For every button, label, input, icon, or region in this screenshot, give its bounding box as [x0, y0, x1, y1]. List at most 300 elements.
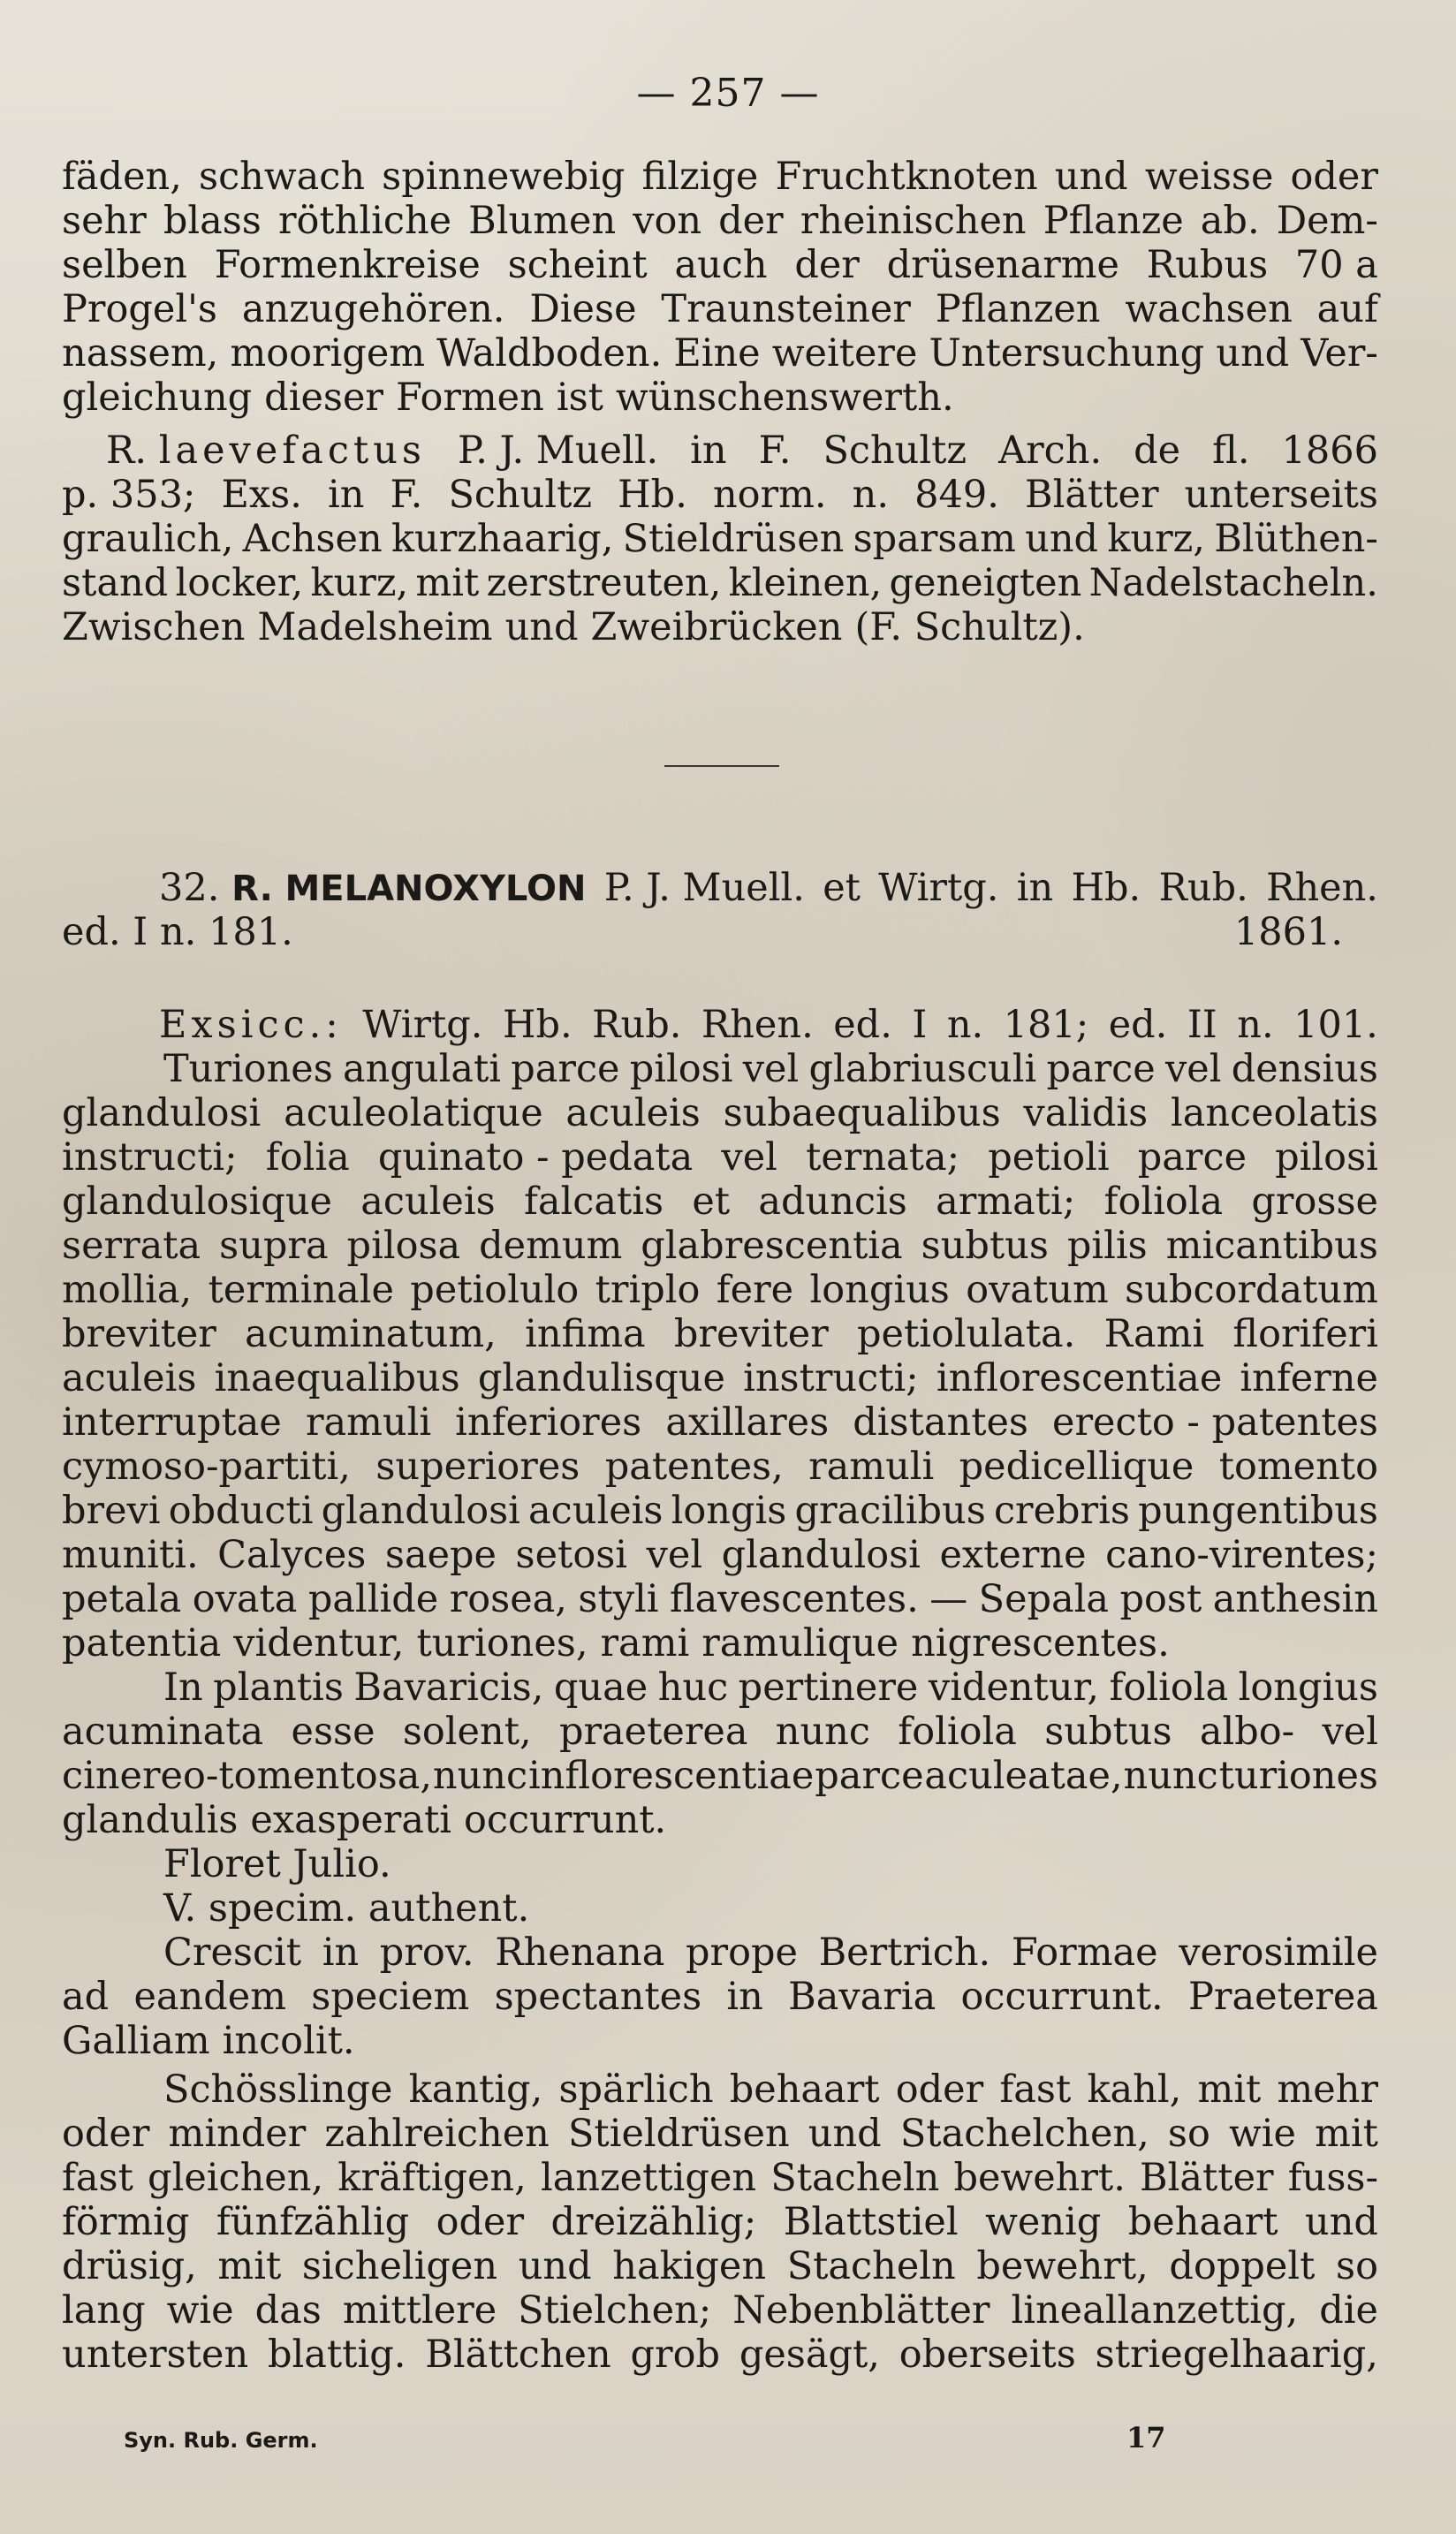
word: Schösslinge — [163, 2067, 393, 2112]
word: gleichen, — [148, 2156, 324, 2200]
word: brevi — [62, 1489, 161, 1533]
word: occurrunt. — [464, 1798, 667, 1842]
word: auf — [1316, 287, 1378, 331]
text-line — [62, 517, 1378, 561]
word: oder — [62, 2112, 150, 2156]
word: pilis — [1066, 1224, 1148, 1268]
word: röthliche — [277, 199, 452, 243]
word: instructi; — [62, 1135, 238, 1180]
word: petiolulata. — [857, 1312, 1076, 1356]
word: breviter — [62, 1312, 216, 1356]
word: ist — [556, 376, 603, 420]
word: validis — [1023, 1091, 1149, 1135]
laevefactus-entry — [62, 429, 1378, 649]
word: zahlreichen — [324, 2112, 550, 2156]
word: Schultz — [448, 473, 593, 517]
word: Stacheln — [770, 2156, 940, 2200]
word: aduncis — [758, 1180, 907, 1224]
word: Fruchtknoten — [775, 155, 1038, 199]
text-line — [62, 1180, 1378, 1224]
word: von — [633, 199, 702, 243]
text-line — [62, 1975, 1378, 2019]
word: inferne — [1240, 1356, 1378, 1400]
text-line — [62, 1621, 1378, 1665]
exsiccata-word: Rub. — [592, 1003, 682, 1047]
specimen-text: V. specim. authent. — [163, 1886, 530, 1931]
text-line — [62, 1489, 1378, 1533]
word: petioli — [988, 1135, 1110, 1180]
word: scheint — [507, 243, 648, 287]
word: so — [1336, 2244, 1378, 2288]
species-genus: R. — [231, 869, 273, 909]
text-line — [62, 1754, 1378, 1798]
word: lineallanzettig, — [1011, 2288, 1299, 2333]
word: stand — [62, 561, 169, 605]
word: terminale — [208, 1268, 394, 1312]
word: pilosi — [1275, 1135, 1378, 1180]
word: longius — [809, 1268, 950, 1312]
word: Bertrich. — [818, 1931, 991, 1975]
species-heading — [62, 866, 1378, 954]
word: patentes, — [604, 1445, 784, 1489]
word: ovatum — [966, 1268, 1109, 1312]
word: wachsen — [1125, 287, 1293, 331]
word: pungentibus — [1138, 1489, 1378, 1533]
word: oder — [895, 2067, 984, 2112]
word: fuss- — [1287, 2156, 1378, 2200]
word: prope — [686, 1931, 798, 1975]
exsiccata-word: I — [912, 1003, 928, 1047]
text-line — [62, 1356, 1378, 1400]
word: Traunsteiner — [661, 287, 911, 331]
word: vel — [646, 1533, 703, 1577]
word: glandulis — [62, 1798, 239, 1842]
word: Sepala — [978, 1577, 1110, 1621]
word: Bavaria — [788, 1975, 937, 2019]
word: setosi — [515, 1533, 628, 1577]
exsiccata-word: Hb. — [502, 1003, 573, 1047]
word: Rhenana — [495, 1931, 665, 1975]
word: mit — [415, 561, 480, 605]
word: in — [322, 1931, 360, 1975]
word: und — [808, 2112, 882, 2156]
word: aculeolatique — [284, 1091, 543, 1135]
word: densius — [1231, 1047, 1378, 1091]
laevefactus-ref-1: P. J. Muell. — [457, 429, 659, 473]
word: Blätter — [1140, 2156, 1274, 2200]
word: Rami — [1103, 1312, 1205, 1356]
word: Waldboden. — [436, 331, 663, 376]
word: praeterea — [558, 1710, 748, 1754]
word: acuminatum, — [245, 1312, 497, 1356]
text-line — [62, 2244, 1378, 2288]
word: und — [1216, 331, 1290, 376]
word: pertinere — [738, 1665, 919, 1710]
word: Formae — [1011, 1931, 1158, 1975]
word: turiones, — [416, 1621, 588, 1665]
laevefactus-ref-8: 1866 — [1281, 429, 1378, 473]
word: demum — [479, 1224, 623, 1268]
word: serrata — [62, 1224, 201, 1268]
exsiccata-word: ed. — [833, 1003, 892, 1047]
word: Stacheln — [786, 2244, 956, 2288]
word: ad — [62, 1975, 110, 2019]
sheet-number: 17 — [1126, 2421, 1166, 2454]
word: Achsen — [242, 517, 383, 561]
word: sehr — [62, 199, 147, 243]
word: distantes — [853, 1400, 1028, 1445]
sheet-signature: Syn. Rub. Germ. — [124, 2428, 318, 2453]
word: in — [328, 473, 365, 517]
exsiccata-word: Rhen. — [701, 1003, 814, 1047]
word: und — [1305, 2200, 1378, 2244]
word: wenig — [985, 2200, 1102, 2244]
word: subtus — [921, 1224, 1049, 1268]
laevefactus-ref-7: fl. — [1212, 429, 1250, 473]
word: Turiones — [163, 1047, 333, 1091]
word: glandulosique — [62, 1180, 332, 1224]
word: parce — [511, 1047, 620, 1091]
word: dreizählig; — [550, 2200, 757, 2244]
word: solent, — [402, 1710, 532, 1754]
species-heading-line-2 — [62, 910, 1378, 954]
word: pallide — [307, 1577, 439, 1621]
word: triplo — [595, 1268, 701, 1312]
word: inferiores — [455, 1400, 642, 1445]
word: wie — [166, 2288, 234, 2333]
word: videntur, — [928, 1665, 1100, 1710]
text-line — [62, 561, 1378, 605]
word: blattig. — [267, 2333, 406, 2377]
specimen-line — [62, 1886, 1378, 1931]
word: armati; — [936, 1180, 1076, 1224]
word: saepe — [384, 1533, 497, 1577]
laevefactus-ref-4: Schultz — [823, 429, 967, 473]
exsiccata-word: 181; — [1003, 1003, 1089, 1047]
exsiccata-word: n. — [946, 1003, 984, 1047]
word: acuminata — [62, 1710, 264, 1754]
text-line — [62, 1798, 1378, 1842]
word: Hb. — [618, 473, 687, 517]
german-description — [62, 2067, 1378, 2377]
word: parce — [815, 1754, 924, 1798]
word: anzugehören. — [241, 287, 505, 331]
word: petiolulo — [410, 1268, 580, 1312]
word: ab. — [1200, 199, 1260, 243]
word: oberseits — [899, 2333, 1076, 2377]
word: und — [1025, 517, 1099, 561]
word: Stieldrüsen — [567, 2112, 790, 2156]
word: subtus — [1044, 1710, 1172, 1754]
text-line — [62, 2112, 1378, 2156]
word: albo- — [1199, 1710, 1295, 1754]
word: gesägt, — [739, 2333, 880, 2377]
word: aculeis — [360, 1180, 496, 1224]
word: p. 353; — [62, 473, 196, 517]
word: fünfzählig — [216, 2200, 410, 2244]
word: supra — [219, 1224, 329, 1268]
word: glandulosi — [721, 1533, 921, 1577]
word: grosse — [1251, 1180, 1378, 1224]
word: oder — [1290, 155, 1378, 199]
word: spinnewebig — [382, 155, 626, 199]
text-line — [62, 1268, 1378, 1312]
word: pilosi — [629, 1047, 733, 1091]
word: (F. Schultz). — [854, 605, 1085, 649]
text-line — [62, 1577, 1378, 1621]
word: fast — [62, 2156, 133, 2200]
word: angulati — [343, 1047, 501, 1091]
word: pilosa — [346, 1224, 461, 1268]
word: mollia, — [62, 1268, 193, 1312]
word: mit — [217, 2244, 282, 2288]
species-year: 1861. — [1233, 910, 1343, 954]
word: kurz, — [310, 561, 409, 605]
laevefactus-ref-6: de — [1134, 429, 1181, 473]
word: n. — [852, 473, 890, 517]
word: inaequalibus — [214, 1356, 460, 1400]
word: wie — [1228, 2112, 1296, 2156]
word: Exs. — [221, 473, 302, 517]
laevefactus-genus: R. — [106, 429, 148, 473]
word: instructi; — [743, 1356, 919, 1400]
word: longis — [671, 1489, 787, 1533]
exsiccata-line — [62, 1003, 1378, 1047]
word: aculeatae, — [924, 1754, 1123, 1798]
word: inflorescentiae — [936, 1356, 1223, 1400]
word: minder — [168, 2112, 307, 2156]
word: et — [692, 1180, 731, 1224]
word: ramuli — [808, 1445, 935, 1489]
laevefactus-ref-5: Arch. — [998, 429, 1103, 473]
word: petala — [62, 1577, 182, 1621]
floret-text: Floret Julio. — [163, 1842, 391, 1886]
word: vel — [721, 1135, 777, 1180]
word: aculeis — [528, 1489, 664, 1533]
word: weisse — [1144, 155, 1274, 199]
word: Ver- — [1301, 331, 1378, 376]
species-ref-word: Wirtg. — [878, 866, 999, 910]
word: cymoso-partiti, — [62, 1445, 351, 1489]
word: cano-virentes; — [1105, 1533, 1378, 1577]
word: Pflanze — [1043, 199, 1184, 243]
word: die — [1319, 2288, 1378, 2333]
word: behaart — [1127, 2200, 1278, 2244]
word: spärlich — [558, 2067, 714, 2112]
word: longius — [1238, 1665, 1378, 1710]
species-ref-word: in — [1016, 866, 1054, 910]
text-line — [62, 1135, 1378, 1180]
distribution-paragraph — [62, 1931, 1378, 2063]
word: Praeterea — [1187, 1975, 1378, 2019]
word: Diese — [529, 287, 637, 331]
word: striegelhaarig, — [1095, 2333, 1378, 2377]
word: Pflanzen — [935, 287, 1101, 331]
bavaria-paragraph — [62, 1665, 1378, 1842]
word: pedicellique — [959, 1445, 1194, 1489]
word: lang — [62, 2288, 146, 2333]
word: gracilibus — [794, 1489, 986, 1533]
word: dieser — [264, 376, 383, 420]
word: vel — [1322, 1710, 1378, 1754]
word: sparsam — [853, 517, 1016, 561]
word: fere — [716, 1268, 794, 1312]
laevefactus-heading-line — [62, 429, 1378, 473]
word: Stielchen; — [518, 2288, 712, 2333]
word: Stachelchen, — [899, 2112, 1149, 2156]
word: glabriusculi — [808, 1047, 1037, 1091]
text-line — [62, 1091, 1378, 1135]
word: Formen — [395, 376, 544, 420]
word: Madelsheim — [257, 605, 493, 649]
word: moorigem — [230, 331, 426, 376]
text-line — [62, 199, 1378, 243]
word: breviter — [673, 1312, 829, 1356]
species-number: 32. — [159, 866, 220, 910]
word: erecto - patentes — [1052, 1400, 1378, 1445]
word: Zweibrücken — [590, 605, 843, 649]
word: das — [254, 2288, 322, 2333]
word: drüsig, — [62, 2244, 197, 2288]
word: fast — [999, 2067, 1072, 2112]
word: norm. — [712, 473, 827, 517]
word: Blattstiel — [783, 2200, 959, 2244]
text-line — [62, 155, 1378, 199]
word: flavescentes. — [669, 1577, 919, 1621]
exsiccata-word: n. — [1237, 1003, 1274, 1047]
word: quinato - pedata — [377, 1135, 694, 1180]
text-line — [62, 376, 1378, 420]
word: Untersuchung — [929, 331, 1205, 376]
word: interruptae — [62, 1400, 282, 1445]
species-heading-line-1 — [62, 866, 1378, 910]
text-line — [62, 1312, 1378, 1356]
text-line — [62, 2333, 1378, 2377]
word: spectantes — [494, 1975, 702, 2019]
laevefactus-body — [62, 473, 1378, 649]
word: inflorescentiae — [527, 1754, 815, 1798]
word: Calyces — [217, 1533, 367, 1577]
word: zerstreuten, — [486, 561, 722, 605]
word: nunc — [775, 1710, 870, 1754]
word: oder — [436, 2200, 525, 2244]
word: anthesin — [1212, 1577, 1378, 1621]
word: sicheligen — [301, 2244, 498, 2288]
text-line — [62, 1224, 1378, 1268]
word: occurrunt. — [960, 1975, 1164, 2019]
text-line — [62, 2067, 1378, 2112]
word: ramulique — [701, 1621, 899, 1665]
word: vel — [1164, 1047, 1222, 1091]
word: incolit. — [222, 2019, 355, 2063]
word: kahl, — [1087, 2067, 1182, 2112]
word: infima — [525, 1312, 646, 1356]
word: lanzettigen — [540, 2156, 757, 2200]
word: mehr — [1277, 2067, 1378, 2112]
word: plantis — [213, 1665, 344, 1710]
word: rosea, — [449, 1577, 567, 1621]
word: lanceolatis — [1170, 1091, 1378, 1135]
word: mittlere — [342, 2288, 497, 2333]
word: behaart — [729, 2067, 880, 2112]
text-line — [62, 605, 1378, 649]
laevefactus-ref-2: in — [690, 429, 727, 473]
word: so — [1167, 2112, 1210, 2156]
exsiccata-label: Exsicc.: — [159, 1003, 343, 1047]
species-author: P. J. Muell. — [603, 866, 805, 910]
word: speciem — [311, 1975, 470, 2019]
word: nassem, — [62, 331, 219, 376]
word: gleichung — [62, 376, 253, 420]
word: obducti — [168, 1489, 314, 1533]
word: kleinen, — [728, 561, 883, 605]
word: fäden, — [62, 155, 182, 199]
word: unterseits — [1184, 473, 1378, 517]
word: turiones — [1218, 1754, 1378, 1798]
word: In — [163, 1665, 203, 1710]
paragraph-continuation — [62, 155, 1378, 420]
word: förmig — [62, 2200, 190, 2244]
word: eandem — [133, 1975, 286, 2019]
word: 849. — [914, 473, 999, 517]
text-line — [62, 1665, 1378, 1710]
word: ramuli — [305, 1400, 432, 1445]
text-line — [62, 2200, 1378, 2244]
word: ovata — [192, 1577, 298, 1621]
word: rami — [600, 1621, 690, 1665]
exsiccata-word: II — [1187, 1003, 1217, 1047]
word: und — [518, 2244, 592, 2288]
word: Bavaricis, — [353, 1665, 544, 1710]
word: superiores — [375, 1445, 580, 1489]
word: foliola — [1109, 1665, 1229, 1710]
word: selben — [62, 243, 187, 287]
page-number: — 257 — — [636, 71, 820, 116]
word: Blumen — [468, 199, 617, 243]
word: bewehrt. — [953, 2156, 1126, 2200]
word: geneigten — [889, 561, 1082, 605]
word: hakigen — [612, 2244, 767, 2288]
laevefactus-name: laevefactus — [158, 429, 426, 473]
word: kurz, — [1107, 517, 1205, 561]
word: kantig, — [408, 2067, 543, 2112]
word: cinereo-tomentosa, — [62, 1754, 433, 1798]
word: kurzhaarig, — [391, 517, 614, 561]
word: subaequalibus — [723, 1091, 1001, 1135]
word: mit — [1315, 2112, 1378, 2156]
word: drüsenarme — [886, 243, 1120, 287]
word: exasperati — [250, 1798, 452, 1842]
word: crebris — [993, 1489, 1130, 1533]
word: Crescit — [163, 1931, 302, 1975]
word: mit — [1197, 2067, 1262, 2112]
word: Stieldrüsen — [622, 517, 845, 561]
word: Blättchen — [425, 2333, 611, 2377]
text-line — [62, 2288, 1378, 2333]
word: nigrescentes. — [911, 1621, 1170, 1665]
word: nunc — [432, 1754, 528, 1798]
word: Formenkreise — [214, 243, 481, 287]
text-line — [62, 1931, 1378, 1975]
word: styli — [578, 1577, 659, 1621]
species-edition: ed. I n. 181. — [62, 910, 293, 954]
word: filzige — [641, 155, 759, 199]
word: blass — [163, 199, 262, 243]
word: — — [929, 1577, 968, 1621]
exsiccata-word: Wirtg. — [362, 1003, 483, 1047]
word: und — [1054, 155, 1128, 199]
word: rheinischen — [800, 199, 1027, 243]
